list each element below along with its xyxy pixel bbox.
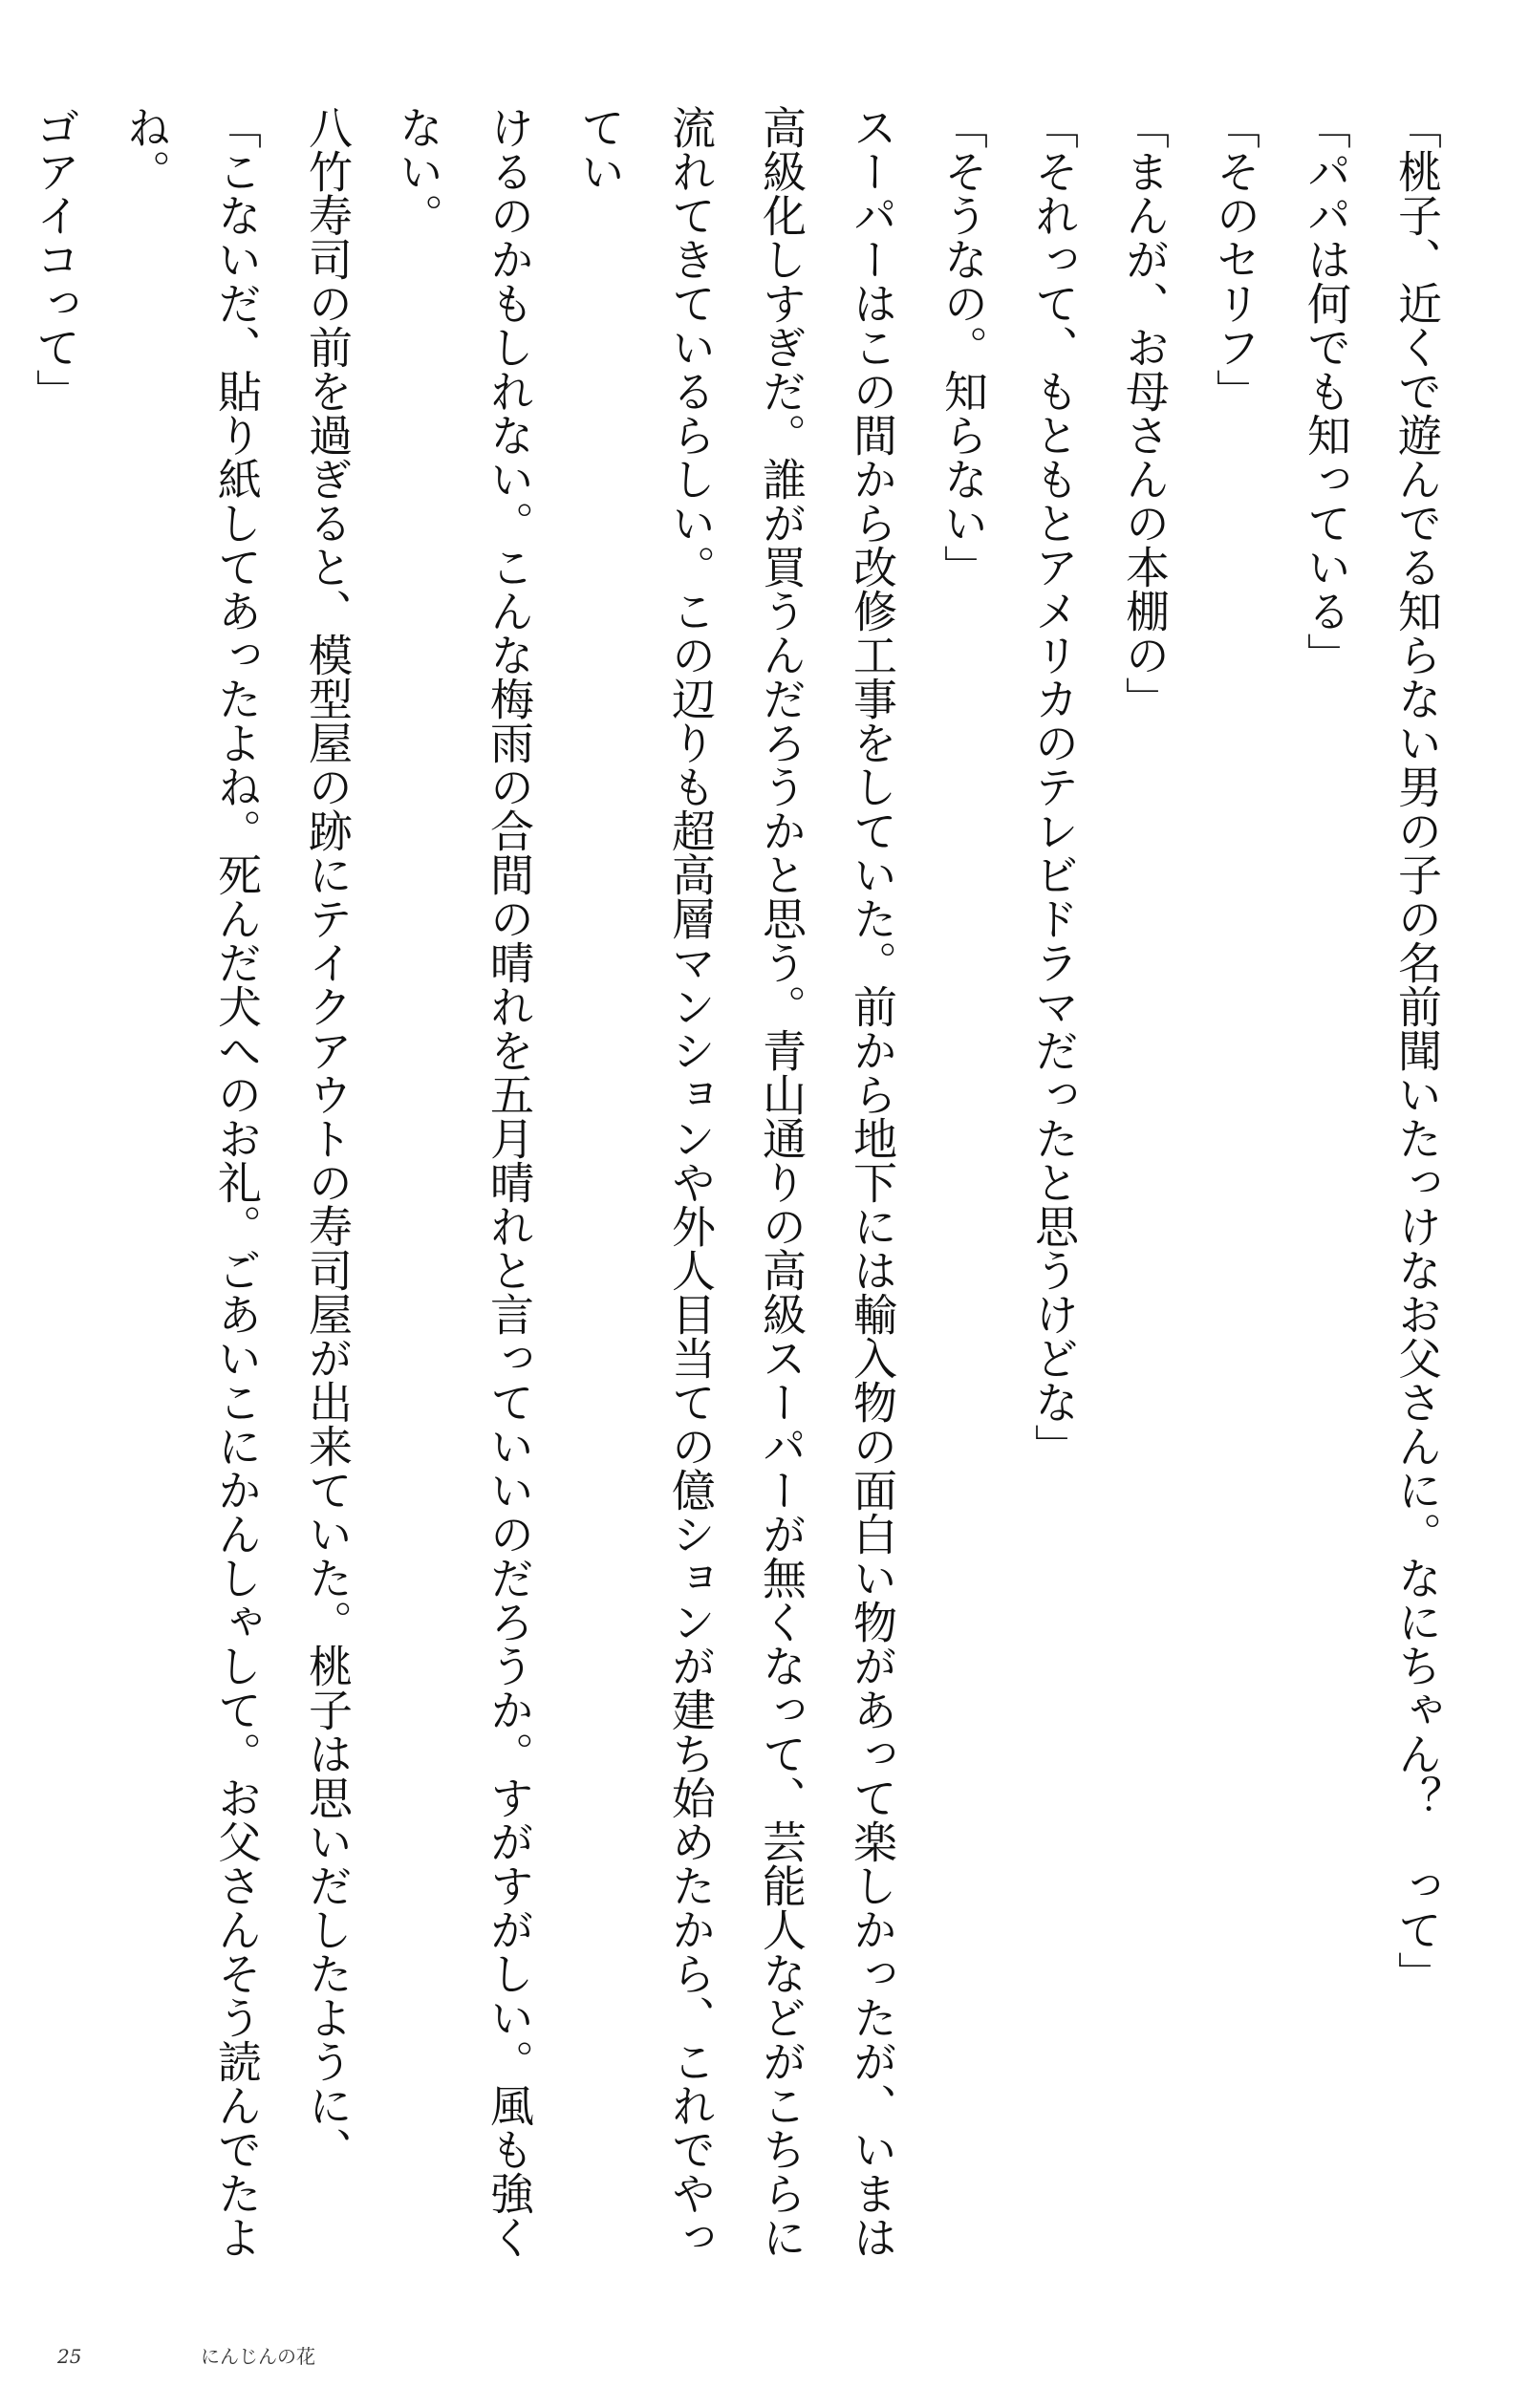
text-line — [0, 105, 10, 2293]
text-line: 高級化しすぎだ。誰が買うんだろうかと思う。青山通りの高級スーパーが無くなって、芸能人などがこちらに — [756, 105, 808, 2259]
running-title: にんじんの花 — [201, 2345, 315, 2368]
text-line: 流れてきているらしい。この辺りも超高層マンションや外人目当ての億ションが建ち始めたから、これでやってい — [574, 105, 717, 2259]
text-line: 「まんが、お母さんの本棚の」 — [1119, 105, 1171, 720]
text-line: 「そのセリフ」 — [1210, 105, 1261, 413]
text-line: 「桃子、近くで遊んでる知らない男の子の名前聞いたっけなお父さんに。なにちゃん？ って」 — [1391, 105, 1443, 1995]
text-line: 「それって、もともとアメリカのテレビドラマだったと思うけどな」 — [1028, 105, 1080, 1468]
text-line: 「そうなの。知らない」 — [937, 105, 989, 589]
text-line: 「パパは何でも知っている」 — [1301, 105, 1352, 677]
text-line: けるのかもしれない。こんな梅雨の合間の晴れを五月晴れと言っていいのだろうか。すがすがしい。風も強くない。 — [393, 105, 535, 2259]
text-line: 「こないだ、貼り紙してあったよね。死んだ犬へのお礼。ごあいこにかんしゃして。お父さんそう読んでたよね。 — [120, 105, 263, 2259]
page-footer — [57, 2341, 315, 2369]
text-line: スーパーはこの間から改修工事をしていた。前から地下には輸入物の面白い物があって楽しかったが、いまは — [847, 105, 898, 2259]
text-line: 八竹寿司の前を過ぎると、模型屋の跡にテイクアウトの寿司屋が出来ていた。桃子は思いだしたように、 — [302, 105, 354, 2171]
body-text — [30, 105, 1462, 2293]
text-line: ゴアイコって」 — [30, 105, 81, 413]
page-number: 25 — [57, 2345, 82, 2368]
